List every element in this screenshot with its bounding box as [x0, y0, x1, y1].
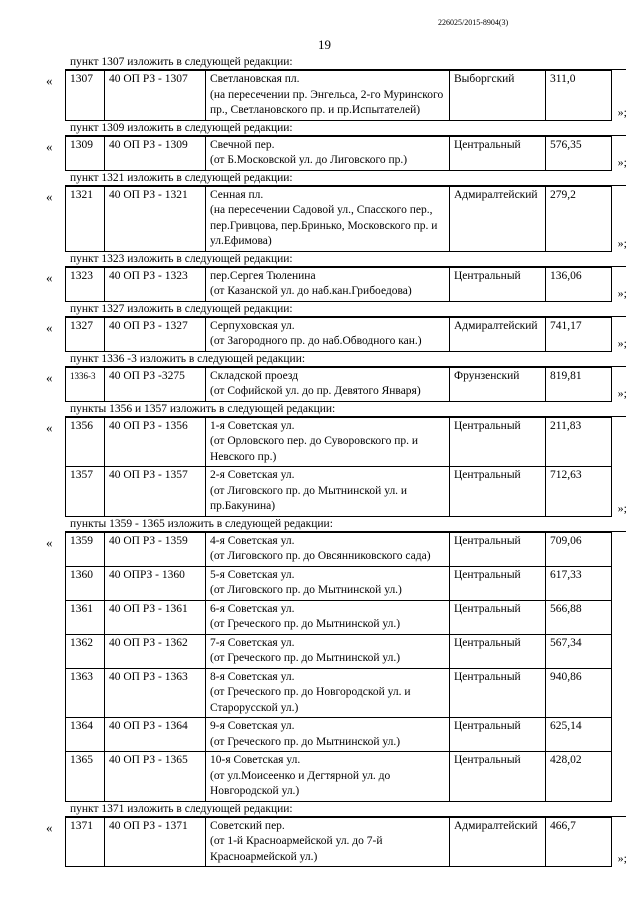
road-name-cell: [206, 367, 450, 401]
row-number-cell: 1371: [66, 817, 105, 867]
amendment-instruction: пункты 1356 и 1357 изложить в следующей редакции:: [0, 402, 640, 417]
district-cell: Центральный: [450, 634, 546, 668]
street-name: 8-я Советская ул.: [210, 670, 295, 683]
amendment-instruction: пункт 1327 изложить в следующей редакции:: [0, 302, 640, 317]
road-code-cell: 40 ОП РЗ - 1365: [105, 752, 206, 802]
road-name-cell: [206, 566, 450, 600]
street-location: (от Казанской ул. до наб.кан.Грибоедова): [210, 285, 412, 297]
street-location: (от Лиговского пр. до Мытнинской ул.): [210, 584, 402, 596]
length-cell: 279,2: [546, 186, 612, 251]
document-number: 226025/2015-8904(3): [438, 18, 509, 27]
road-code-cell: 40 ОП РЗ - 1363: [105, 668, 206, 718]
district-cell: Центральный: [450, 718, 546, 752]
table-row: [66, 317, 612, 351]
length-cell: 566,88: [546, 600, 612, 634]
length-cell: 712,63: [546, 467, 612, 517]
road-name-cell: [206, 817, 450, 867]
row-number-cell: 1327: [66, 317, 105, 351]
table-row: [66, 467, 612, 517]
roads-table: [65, 70, 612, 121]
street-name: 1-я Советская ул.: [210, 419, 295, 432]
street-name: Сенная пл.: [210, 188, 264, 201]
amendment-instruction: пункты 1359 - 1365 изложить в следующей редакции:: [0, 517, 640, 532]
district-cell: Адмиралтейский: [450, 317, 546, 351]
row-number-cell: 1321: [66, 186, 105, 251]
length-cell: 940,86: [546, 668, 612, 718]
opening-quote: «: [46, 188, 53, 204]
street-name: Советский пер.: [210, 819, 285, 832]
table-row: [66, 817, 612, 867]
road-name-cell: [206, 71, 450, 121]
street-location: (на пересечении Садовой ул., Спасского пер., пер.Гривцова, пер.Бринько, Московского пр. и ул.Ефимова): [210, 204, 438, 247]
street-location: (от Лиговского пр. до Овсянниковского сада): [210, 550, 431, 562]
amendment-instruction: пункт 1323 изложить в следующей редакции:: [0, 252, 640, 267]
road-code-cell: 40 ОП РЗ - 1357: [105, 467, 206, 517]
street-name: 2-я Советская ул.: [210, 469, 295, 481]
amendment-instruction: пункт 1336 -3 изложить в следующей редакции:: [0, 352, 640, 367]
street-name: 6-я Советская ул.: [210, 602, 295, 615]
street-name: пер.Сергея Тюленина: [210, 269, 316, 282]
street-location: (от Софийской ул. до пр. Девятого Января): [210, 385, 421, 397]
length-cell: 741,17: [546, 317, 612, 351]
roads-table: [65, 367, 612, 402]
table-row: [66, 634, 612, 668]
street-location: (на пересечении пр. Энгельса, 2-го Муринского пр., Светлановского пр. и пр.Испытателей): [210, 88, 444, 116]
road-code-cell: 40 ОП РЗ - 1356: [105, 417, 206, 467]
district-cell: Центральный: [450, 267, 546, 301]
district-cell: Центральный: [450, 752, 546, 802]
street-name: 4-я Советская ул.: [210, 534, 295, 547]
length-cell: 709,06: [546, 532, 612, 566]
opening-quote: «: [46, 269, 53, 285]
street-name: 7-я Советская ул.: [210, 636, 295, 649]
district-cell: Адмиралтейский: [450, 817, 546, 867]
district-cell: Центральный: [450, 467, 546, 517]
table-row: [66, 267, 612, 301]
street-location: (от Греческого пр. до Мытнинской ул.): [210, 652, 401, 664]
district-cell: Центральный: [450, 668, 546, 718]
table-row: [66, 136, 612, 170]
closing-quote: »;: [617, 500, 627, 515]
amendment-block: [0, 136, 640, 171]
street-location: (от Греческого пр. до Новгородской ул. и Старорусской ул.): [210, 686, 411, 714]
row-number-cell: 1362: [66, 634, 105, 668]
table-row: [66, 566, 612, 600]
district-cell: Выборгский: [450, 71, 546, 121]
street-name: Светлановская пл.: [210, 73, 300, 85]
district-cell: Центральный: [450, 417, 546, 467]
table-row: [66, 71, 612, 121]
roads-table: [65, 267, 612, 302]
road-code-cell: 40 ОП РЗ - 1359: [105, 532, 206, 566]
opening-quote: «: [46, 369, 53, 385]
road-code-cell: 40 ОП РЗ - 1327: [105, 317, 206, 351]
road-code-cell: 40 ОП РЗ - 1323: [105, 267, 206, 301]
closing-quote: »;: [617, 235, 627, 250]
amendment-block: [0, 532, 640, 802]
street-location: (от Загородного пр. до наб.Обводного кан.): [210, 335, 422, 347]
road-name-cell: [206, 186, 450, 251]
street-name: Свечной пер.: [210, 138, 275, 151]
roads-table: [65, 532, 612, 802]
road-name-cell: [206, 467, 450, 517]
amendment-block: [0, 267, 640, 302]
road-code-cell: 40 ОП РЗ - 1321: [105, 186, 206, 251]
road-code-cell: 40 ОП РЗ - 1361: [105, 600, 206, 634]
amendment-instruction: пункт 1309 изложить в следующей редакции:: [0, 121, 640, 136]
street-location: (от 1-й Красноармейской ул. до 7-й Красноармейской ул.): [210, 835, 383, 863]
length-cell: 567,34: [546, 634, 612, 668]
amendment-block: [0, 817, 640, 868]
road-name-cell: [206, 267, 450, 301]
table-row: [66, 668, 612, 718]
row-number-cell: 1309: [66, 136, 105, 170]
opening-quote: «: [46, 319, 53, 335]
road-name-cell: [206, 634, 450, 668]
street-name: Складской проезд: [210, 369, 299, 382]
road-code-cell: 40 ОПРЗ - 1360: [105, 566, 206, 600]
row-number-cell: 1356: [66, 417, 105, 467]
opening-quote: «: [46, 73, 53, 88]
road-name-cell: [206, 600, 450, 634]
row-number-cell: 1361: [66, 600, 105, 634]
table-row: [66, 417, 612, 467]
length-cell: 625,14: [546, 718, 612, 752]
row-number-cell: 1359: [66, 532, 105, 566]
opening-quote: «: [46, 138, 53, 154]
district-cell: Фрунзенский: [450, 367, 546, 401]
street-location: (от Орловского пер. до Суворовского пр. и Невского пр.): [210, 435, 419, 463]
road-name-cell: [206, 718, 450, 752]
road-name-cell: [206, 668, 450, 718]
road-name-cell: [206, 417, 450, 467]
district-cell: Адмиралтейский: [450, 186, 546, 251]
opening-quote: «: [46, 419, 53, 435]
row-number-cell: 1360: [66, 566, 105, 600]
road-code-cell: 40 ОП РЗ -3275: [105, 367, 206, 401]
opening-quote: «: [46, 534, 53, 550]
district-cell: Центральный: [450, 566, 546, 600]
road-name-cell: [206, 317, 450, 351]
street-location: (от Лиговского пр. до Мытнинской ул. и пр.Бакунина): [210, 484, 408, 512]
amendment-instruction: пункт 1321 изложить в следующей редакции:: [0, 171, 640, 186]
table-row: [66, 367, 612, 401]
amendment-instruction: пункт 1371 изложить в следующей редакции:: [0, 802, 640, 817]
closing-quote: »;: [617, 335, 627, 350]
row-number-cell: 1364: [66, 718, 105, 752]
row-number-cell: 1336-3: [66, 367, 105, 401]
table-row: [66, 532, 612, 566]
table-row: [66, 186, 612, 251]
street-location: (от Греческого пр. до Мытнинской ул.): [210, 735, 401, 748]
roads-table: [65, 417, 612, 517]
closing-quote: »;: [617, 104, 627, 119]
length-cell: 211,83: [546, 417, 612, 467]
length-cell: 617,33: [546, 566, 612, 600]
closing-quote: »;: [617, 154, 627, 169]
street-name: 5-я Советская ул.: [210, 568, 295, 581]
length-cell: 576,35: [546, 136, 612, 170]
roads-table: [65, 817, 612, 868]
length-cell: 819,81: [546, 367, 612, 401]
closing-quote: »;: [617, 851, 627, 865]
road-code-cell: 40 ОП РЗ - 1307: [105, 71, 206, 121]
road-name-cell: [206, 752, 450, 802]
length-cell: 466,7: [546, 817, 612, 867]
amendment-block: [0, 417, 640, 517]
row-number-cell: 1365: [66, 752, 105, 802]
district-cell: Центральный: [450, 136, 546, 170]
row-number-cell: 1323: [66, 267, 105, 301]
road-name-cell: [206, 136, 450, 170]
street-location: (от Б.Московской ул. до Лиговского пр.): [210, 154, 408, 166]
district-cell: Центральный: [450, 600, 546, 634]
table-row: [66, 718, 612, 752]
length-cell: 311,0: [546, 71, 612, 121]
road-code-cell: 40 ОП РЗ - 1309: [105, 136, 206, 170]
row-number-cell: 1363: [66, 668, 105, 718]
closing-quote: »;: [617, 285, 627, 300]
amendment-block: [0, 70, 640, 121]
district-cell: Центральный: [450, 532, 546, 566]
street-location: (от ул.Моисеенко и Дегтярной ул. до Новгородской ул.): [210, 769, 391, 797]
roads-table: [65, 136, 612, 171]
page-number: 19: [318, 37, 331, 52]
road-code-cell: 40 ОП РЗ - 1371: [105, 817, 206, 867]
street-name: 10-я Советская ул.: [210, 754, 301, 766]
street-name: Серпуховская ул.: [210, 319, 295, 332]
row-number-cell: 1307: [66, 71, 105, 121]
table-row: [66, 752, 612, 802]
street-name: 9-я Советская ул.: [210, 720, 295, 732]
length-cell: 428,02: [546, 752, 612, 802]
length-cell: 136,06: [546, 267, 612, 301]
roads-table: [65, 186, 612, 252]
amendment-block: [0, 367, 640, 402]
roads-table: [65, 317, 612, 352]
table-row: [66, 600, 612, 634]
road-name-cell: [206, 532, 450, 566]
road-code-cell: 40 ОП РЗ - 1364: [105, 718, 206, 752]
amendment-instruction: пункт 1307 изложить в следующей редакции:: [0, 55, 640, 70]
street-location: (от Греческого пр. до Мытнинской ул.): [210, 618, 401, 630]
document-body: [0, 55, 640, 867]
amendment-block: [0, 186, 640, 252]
opening-quote: «: [46, 819, 53, 835]
row-number-cell: 1357: [66, 467, 105, 517]
amendment-block: [0, 317, 640, 352]
road-code-cell: 40 ОП РЗ - 1362: [105, 634, 206, 668]
closing-quote: »;: [617, 385, 627, 400]
